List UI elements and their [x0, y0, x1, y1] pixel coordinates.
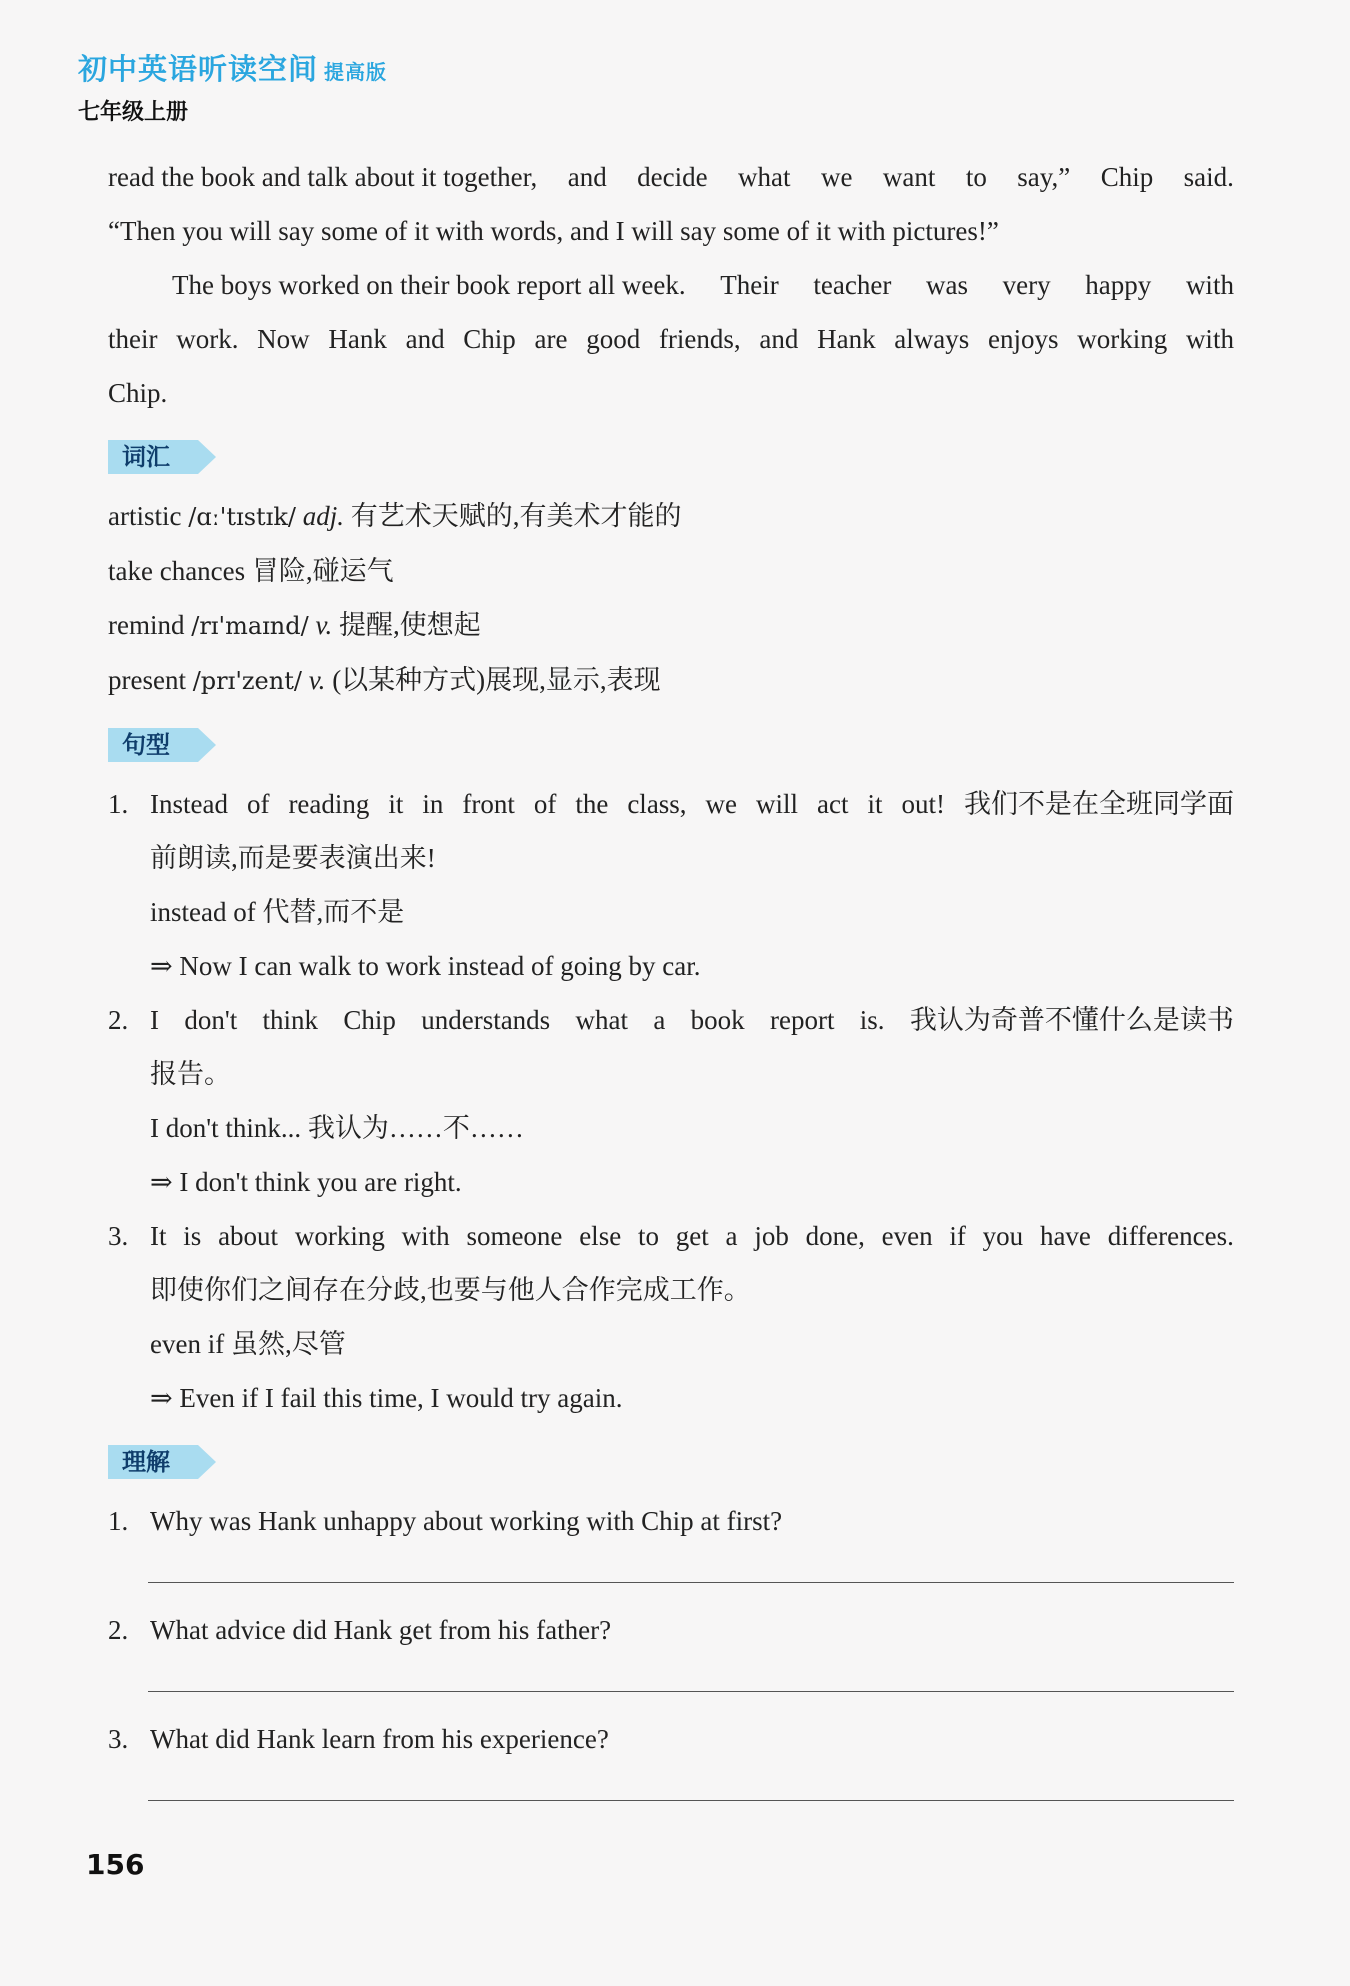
word: very [1002, 270, 1051, 300]
word: will [756, 789, 799, 819]
passage-line-4 [108, 312, 1234, 366]
sentence-phrase: instead of 代替,而不是 [150, 897, 405, 927]
sentence-line-1 [150, 777, 1234, 831]
vocab-pos: v. [308, 665, 326, 695]
word: it [867, 789, 883, 819]
word: book [690, 1005, 745, 1035]
sentence-list [108, 777, 1234, 1425]
passage-line-5: Chip. [108, 378, 168, 408]
word: understands [421, 1005, 551, 1035]
word: say,” [1017, 162, 1071, 192]
vocab-phonetic: /ɑː'tɪstɪk/ [188, 503, 296, 531]
sentence-line-2: 前朗读,而是要表演出来! [150, 843, 436, 873]
word: what [575, 1005, 629, 1035]
vocab-meaning: (以某种方式)展现,显示,表现 [332, 665, 661, 695]
word: the [575, 789, 609, 819]
page-content [108, 150, 1234, 1821]
passage-line-3 [108, 258, 1234, 312]
sentence-line-2: 报告。 [150, 1059, 231, 1089]
word: good [586, 324, 641, 354]
page-header [78, 50, 387, 131]
word: Now [257, 324, 310, 354]
word: teacher [813, 270, 892, 300]
vocab-list [108, 489, 1234, 708]
word: you [982, 1221, 1024, 1251]
word: reading [288, 789, 370, 819]
question-text: Why was Hank unhappy about working with Chip at first? [150, 1506, 783, 1536]
series-subtitle: 提高版 [324, 60, 388, 84]
word: differences. [1107, 1221, 1234, 1251]
word: want [882, 162, 936, 192]
vocab-pos: adj. [302, 501, 344, 531]
word: job [754, 1221, 789, 1251]
sentence-phrase: I don't think... 我认为……不…… [150, 1113, 524, 1143]
word: think [262, 1005, 319, 1035]
word: with [401, 1221, 450, 1251]
word: of [533, 789, 557, 819]
sentence-example: ⇒ I don't think you are right. [150, 1167, 462, 1197]
word: report [769, 1005, 835, 1035]
word: was [926, 270, 968, 300]
vocab-word: artistic [108, 501, 182, 531]
passage [108, 150, 1234, 420]
word: get [675, 1221, 709, 1251]
word: and [405, 324, 445, 354]
sentence-example: ⇒ Even if I fail this time, I would try again. [150, 1383, 623, 1413]
vocab-item [108, 598, 1234, 653]
sentence-line-2: 即使你们之间存在分歧,也要与他人合作完成工作。 [150, 1275, 751, 1305]
word: Chip [463, 324, 516, 354]
word: friends, [658, 324, 741, 354]
question-list [108, 1494, 1234, 1821]
passage-line-2: “Then you will say some of it with words, and I will say some of it with pictures!” [108, 216, 999, 246]
vocab-tag-label: 词汇 [122, 443, 170, 471]
question-number: 2. [108, 1615, 129, 1645]
question-text: What did Hank learn from his experience? [150, 1724, 609, 1754]
word: about [218, 1221, 279, 1251]
word: with [1185, 324, 1234, 354]
vocab-word: remind [108, 610, 185, 640]
word: act [817, 789, 849, 819]
question-item [108, 1603, 1234, 1712]
question-number: 3. [108, 1724, 129, 1754]
word: working [1077, 324, 1168, 354]
word: in [422, 789, 444, 819]
word: a [725, 1221, 738, 1251]
sentence-item [108, 777, 1234, 993]
vocab-phonetic: /prɪ'zent/ [192, 667, 302, 695]
word: we [705, 789, 738, 819]
answer-line[interactable] [148, 1691, 1234, 1692]
word: else [579, 1221, 622, 1251]
word: what [738, 162, 791, 192]
word: to [965, 162, 987, 192]
sentence-tag-label: 句型 [122, 731, 170, 759]
word: someone [466, 1221, 563, 1251]
word: read the book and talk about it together, [108, 162, 538, 192]
word: I [150, 1005, 159, 1035]
comprehension-section-tag [108, 1445, 216, 1479]
word: is. [859, 1005, 885, 1035]
word: a [653, 1005, 666, 1035]
word: even [881, 1221, 933, 1251]
word: Chip [343, 1005, 396, 1035]
word: their [108, 324, 158, 354]
word: we [820, 162, 853, 192]
word: and [567, 162, 607, 192]
vocab-meaning: 提醒,使想起 [338, 610, 481, 640]
word: Instead [150, 789, 228, 819]
word: said. [1183, 162, 1234, 192]
passage-line-1 [108, 150, 1234, 204]
series-title-text: 初中英语听读空间 [78, 52, 319, 86]
sentence-number: 3. [108, 1221, 129, 1251]
word: it [388, 789, 404, 819]
vocab-section-tag [108, 440, 216, 474]
sentence-section-tag [108, 728, 216, 762]
sentence-line-1 [150, 1209, 1234, 1263]
sentence-line-1 [150, 993, 1234, 1047]
sentence-item [108, 1209, 1234, 1425]
word: done, [805, 1221, 865, 1251]
sentence-phrase: even if 虽然,尽管 [150, 1329, 346, 1359]
vocab-pos: v. [315, 610, 333, 640]
word: happy [1085, 270, 1152, 300]
sentence-number: 2. [108, 1005, 129, 1035]
word: always [894, 324, 970, 354]
word: Hank [817, 324, 876, 354]
word: and [759, 324, 799, 354]
question-item [108, 1494, 1234, 1603]
vocab-item [108, 653, 1234, 708]
word: Their [720, 270, 779, 300]
word: are [534, 324, 568, 354]
word: is [183, 1221, 202, 1251]
grade-label: 七年级上册 [78, 100, 189, 125]
page-number: 156 [86, 1848, 145, 1881]
answer-line[interactable] [148, 1582, 1234, 1583]
word: class, [627, 789, 687, 819]
word: front [462, 789, 515, 819]
word: don't [184, 1005, 238, 1035]
word: decide [637, 162, 708, 192]
sentence-example: ⇒ Now I can walk to work instead of going by car. [150, 951, 701, 981]
word: Hank [328, 324, 387, 354]
word: to [637, 1221, 659, 1251]
word: Chip [1100, 162, 1154, 192]
vocab-word: take chances [108, 556, 246, 586]
vocab-item [108, 489, 1234, 544]
vocab-meaning: 有艺术天赋的,有美术才能的 [350, 501, 682, 531]
word: of [246, 789, 270, 819]
answer-line[interactable] [148, 1800, 1234, 1801]
comprehension-tag-label: 理解 [122, 1448, 170, 1476]
series-title [78, 50, 387, 91]
vocab-meaning: 冒险,碰运气 [251, 556, 394, 586]
sentence-item [108, 993, 1234, 1209]
word: if [949, 1221, 966, 1251]
question-item [108, 1712, 1234, 1821]
word: have [1039, 1221, 1091, 1251]
vocab-item [108, 544, 1234, 598]
word: out! [901, 789, 945, 819]
word: 我认为奇普不懂什么是读书 [909, 1005, 1234, 1035]
word: work. [176, 324, 239, 354]
sentence-number: 1. [108, 789, 129, 819]
word: 我们不是在全班同学面 [963, 789, 1234, 819]
vocab-phonetic: /rɪ'maɪnd/ [191, 612, 309, 640]
word: working [294, 1221, 385, 1251]
word: It [150, 1221, 167, 1251]
question-number: 1. [108, 1506, 129, 1536]
word: The boys worked on their book report all week. [172, 270, 686, 300]
vocab-word: present [108, 665, 186, 695]
question-text: What advice did Hank get from his father? [150, 1615, 612, 1645]
word: enjoys [988, 324, 1059, 354]
word: with [1185, 270, 1234, 300]
